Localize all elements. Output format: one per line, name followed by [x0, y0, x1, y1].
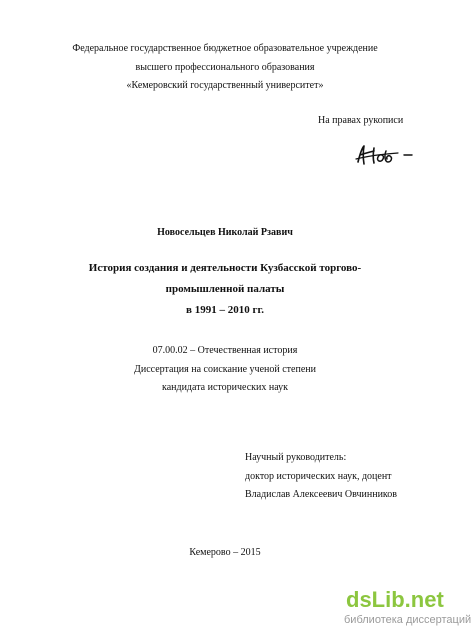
rights-note: На правах рукописи	[318, 115, 404, 126]
supervisor-name: Владислав Алексеевич Овчинников	[245, 489, 397, 500]
author-name: Новосельцев Николай Рзавич	[157, 227, 293, 238]
specialty-code: 07.00.02 – Отечественная история	[152, 345, 298, 356]
supervisor-label: Научный руководитель:	[245, 452, 347, 463]
svg-text:dsLib.net: dsLib.net	[346, 587, 444, 612]
place-and-year: Кемерово – 2015	[189, 547, 261, 558]
handwritten-signature-icon	[354, 140, 418, 168]
supervisor-degree: доктор исторических наук, доцент	[245, 471, 392, 482]
institution-line-2: высшего профессионального образования	[135, 62, 315, 73]
title-line-3: в 1991 – 2010 гг.	[186, 304, 264, 316]
title-line-1: История создания и деятельности Кузбасской торгово-	[88, 262, 362, 274]
watermark-caption: библиотека диссертаций	[344, 614, 471, 626]
title-line-2: промышленной палаты	[165, 283, 285, 295]
dslib-logo	[344, 586, 444, 612]
institution-line-1: Федеральное государственное бюджетное образовательное учреждение	[72, 43, 378, 54]
degree-line-1: Диссертация на соискание ученой степени	[134, 364, 316, 375]
degree-line-2: кандидата исторических наук	[161, 382, 289, 393]
dslib-watermark	[344, 586, 471, 634]
institution-line-3: «Кемеровский государственный университет»	[126, 80, 324, 91]
